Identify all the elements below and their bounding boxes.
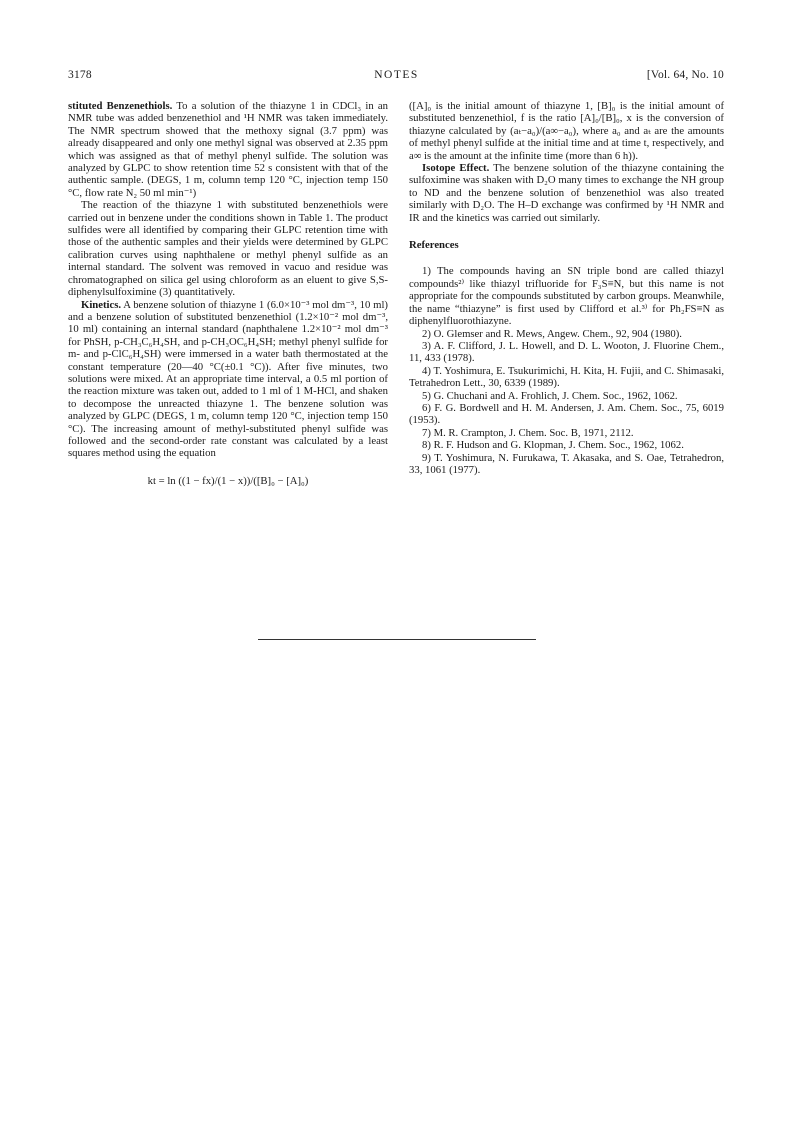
left-column [68, 100, 388, 487]
paragraph-text: A benzene solution of thiazyne 1 (6.0×10⁻³ mol dm⁻³, 10 ml) and a benzene solution of substituted benzenethiol (1.2×10⁻² mol dm⁻³, 10 ml) containing an internal standard (naphthalene 1.2×10⁻² mol dm⁻³ for PhSH, p-CH₃C₆H₄SH, and p-CH₃OC₆H₄SH; methyl phenyl sulfide for m- and p-ClC₆H₄SH) were immersed in a water bath thermostated at the constant temperature (20—40 °C(±0.1 °C)). After five minutes, two solutions were mixed. At an appropriate time interval, a 0.5 ml portion of the reaction mixture was taken out, added to 1 ml of 1 M-HCl, and shaken to decompose the unreacted thiazyne 1. The benzene solution was analyzed by GLPC (DEGS, 1 m, column temp 120 °C, injection temp 150 °C). The increasing amount of methyl-substituted phenyl sulfide was followed and the second-order rate constant was calculated by a least squares method using the equation [68, 298, 388, 460]
reference-item: 8) R. F. Hudson and G. Klopman, J. Chem. Soc., 1962, 1062. [422, 439, 684, 452]
reference-item: 1) The compounds having an SN triple bond are called thiazyl compounds²⁾ like thiazyl trifluoride for F₃S≡N, but this name is not appropriate for the compounds substituted by carbon groups. Meanwhile, the name “thiazyne” is first used by Clifford et al.³⁾ for Ph₂FS≡N as diphenylfluorothiazyne. [409, 265, 724, 328]
paragraph-text: To a solution of the thiazyne 1 in CDCl₃ in an NMR tube was added benzenethiol and ¹H NMR was taken immediately. The NMR spectrum showed that the methoxy signal (3.7 ppm) was already disappeared and only one methyl signal was observed at 2.35 ppm which was assigned as that of methyl phenyl sulfide. The solution was analyzed by GLPC to show retention time 52 s consistent with that of the authentic sample. (DEGS, 1 m, column temp 120 °C, injection temp 150 °C, flow rate N₂ 50 ml min⁻¹) [68, 100, 388, 199]
page-number: 3178 [68, 69, 92, 81]
right-column [409, 100, 724, 476]
paragraph-text: The benzene solution of the thiazyne containing the sulfoximine was shaken with D₂O many times to exchange the NH group to ND and the benzene solution of benzenethiol was also treated similarly with D₂O. The H–D exchange was confirmed by ¹H NMR and IR and the kinetics was carried out similarly. [409, 162, 724, 224]
reference-item: 9) T. Yoshimura, N. Furukawa, T. Akasaka, and S. Oae, Tetrahedron, 33, 1061 (1977). [409, 451, 724, 476]
reference-item: 7) M. R. Crampton, J. Chem. Soc. B, 1971, 2112. [422, 426, 634, 439]
paragraph-isotope-effect [409, 162, 724, 224]
reference-item: 5) G. Chuchani and A. Frohlich, J. Chem. Soc., 1962, 1062. [422, 389, 678, 402]
reference-item: 3) A. F. Clifford, J. L. Howell, and D. L. Wooton, J. Fluorine Chem., 11, 433 (1978). [409, 339, 724, 365]
paragraph-heading: stituted Benzenethiols. [68, 100, 173, 112]
reference-item: 2) O. Glemser and R. Mews, Angew. Chem., 92, 904 (1980). [422, 327, 682, 340]
paragraph-definitions: ([A]₀ is the initial amount of thiazyne 1, [B]₀ is the initial amount of substituted benzenethiol, f is the ratio [A]₀/[B]₀, x is the conversion of thiazyne calculated by (aₜ−a₀)/(a∞−a₀), where a₀ and aₜ are the amounts of methyl phenyl sulfide at the initial time and at time t, respectively, and a∞ is the amount at the infinite time (more than 6 h)). [409, 100, 724, 162]
paragraph-heading: Isotope Effect. [422, 162, 490, 175]
paragraph-heading: Kinetics. [81, 298, 122, 311]
reference-item: 4) T. Yoshimura, E. Tsukurimichi, H. Kita, H. Fujii, and C. Shimasaki, Tetrahedron Lett., 30, 6339 (1989). [409, 364, 724, 390]
end-rule [258, 639, 536, 640]
paragraph-substituted-benzenethiols [68, 100, 388, 199]
journal-issue: [Vol. 64, No. 10 [646, 69, 724, 81]
paragraph-reaction: The reaction of the thiazyne 1 with substituted benzenethiols were carried out in benzene under the conditions shown in Table 1. The product sulfides were all identified by comparing their GLPC retention time with those of the authentic samples and their yields were determined by GLPC calibration curves using naphthalene or methyl phenyl sulfide as an internal standard. The solvent was removed in vacuo and residue was chromatographed on silica gel using chloroform as an eluent to give S,S-diphenylsulfoximine (3) quantitatively. [68, 199, 388, 299]
rate-equation: kt = ln ((1 − fx)/(1 − x))/([B]₀ − [A]₀) [147, 474, 309, 487]
reference-item: 6) F. G. Bordwell and H. M. Andersen, J. Am. Chem. Soc., 75, 6019 (1953). [409, 401, 724, 427]
references-heading: References [409, 239, 459, 252]
section-title: NOTES [374, 69, 419, 81]
paragraph-kinetics [68, 299, 388, 460]
